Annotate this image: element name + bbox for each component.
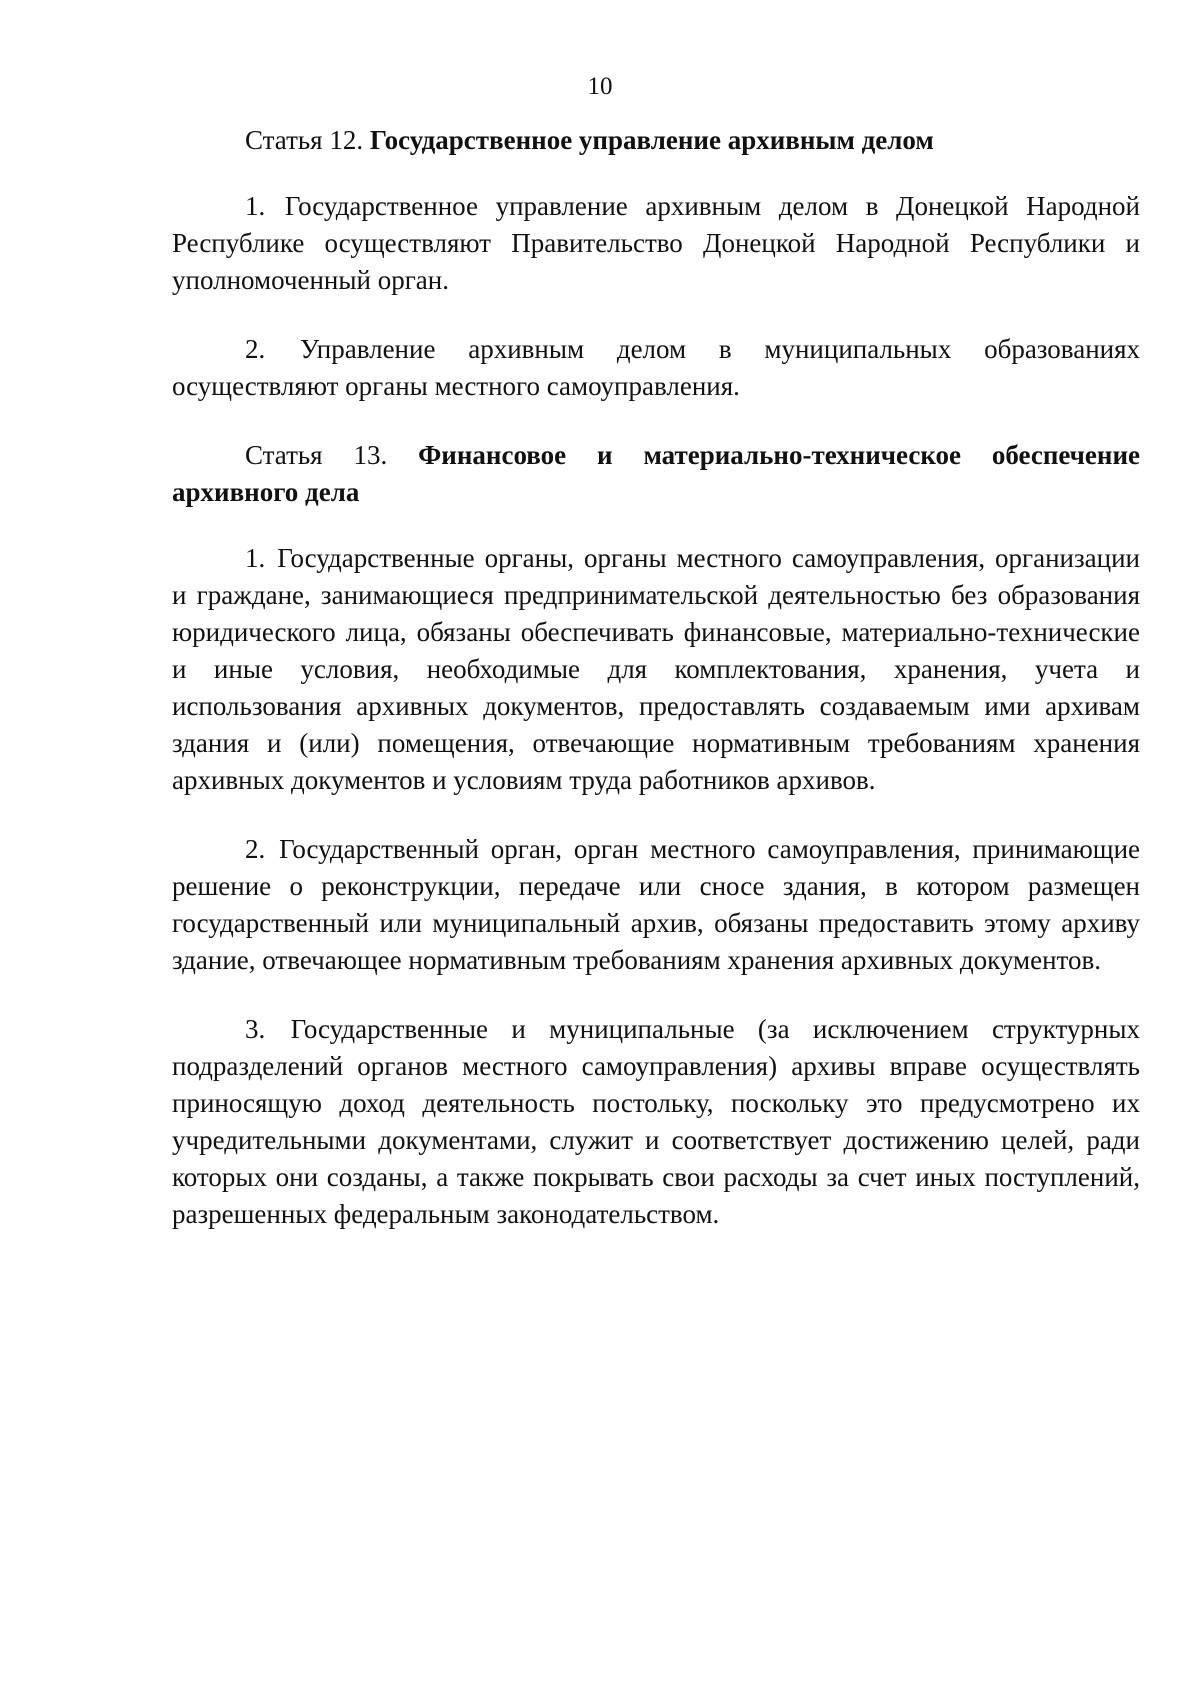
paragraph-number: 2. [245, 334, 266, 364]
article-13-label: Статья 13. [245, 440, 388, 470]
paragraph-number: 1. [245, 191, 266, 221]
article-12-heading [172, 122, 1140, 159]
article-13-paragraph-2 [172, 831, 1140, 979]
paragraph-number: 1. [245, 543, 266, 573]
paragraph-text: Государственный орган, орган местного самоуправления, принимающие решение о реконструкции, передаче или сносе здания, в котором размещен государственный или муниципальный архив, обязаны предоставить этому архиву здание, отвечающее нормативным требованиям хранения архивных документов. [172, 834, 1141, 975]
paragraph-text: Государственные органы, органы местного самоуправления, организации и граждане, занимающиеся предпринимательской деятельностью без образования юридического лица, обязаны обеспечивать финансовые, материально-технические и иные условия, необходимые для комплектования, хранения, учета и использования архивных документов, предоставлять создаваемым ими архивам здания и (или) помещения, отвечающие нормативным требованиям хранения архивных документов и условиям труда работников архивов. [172, 543, 1140, 795]
document-body [172, 122, 1140, 1265]
article-12-label: Статья 12. [245, 125, 364, 155]
article-12-title: Государственное управление архивным делом [369, 125, 934, 155]
article-13-paragraph-1 [172, 540, 1140, 799]
paragraph-number: 2. [245, 834, 266, 864]
page-number: 10 [587, 73, 613, 100]
paragraph-text: Управление архивным делом в муниципальных образованиях осуществляют органы местного самоуправления. [172, 334, 1141, 401]
paragraph-text: Государственные и муниципальные (за исключением структурных подразделений органов местного самоуправления) архивы вправе осуществлять приносящую доход деятельность постольку, поскольку это предусмотрено их учредительными документами, служит и соответствует достижению целей, ради которых они созданы, а также покрывать свои расходы за счет иных поступлений, разрешенных федеральным законодательством. [172, 1014, 1140, 1229]
article-13-title: Финансовое и материально-техническое обеспечение архивного дела [172, 440, 1140, 507]
article-13-paragraph-3 [172, 1011, 1140, 1233]
article-12-paragraph-1 [172, 188, 1140, 299]
paragraph-number: 3. [245, 1014, 266, 1044]
article-13-heading [172, 437, 1140, 511]
paragraph-text: Государственное управление архивным делом в Донецкой Народной Республике осуществляют Правительство Донецкой Народной Республики и уполномоченный орган. [172, 191, 1140, 295]
article-12-paragraph-2 [172, 331, 1140, 405]
